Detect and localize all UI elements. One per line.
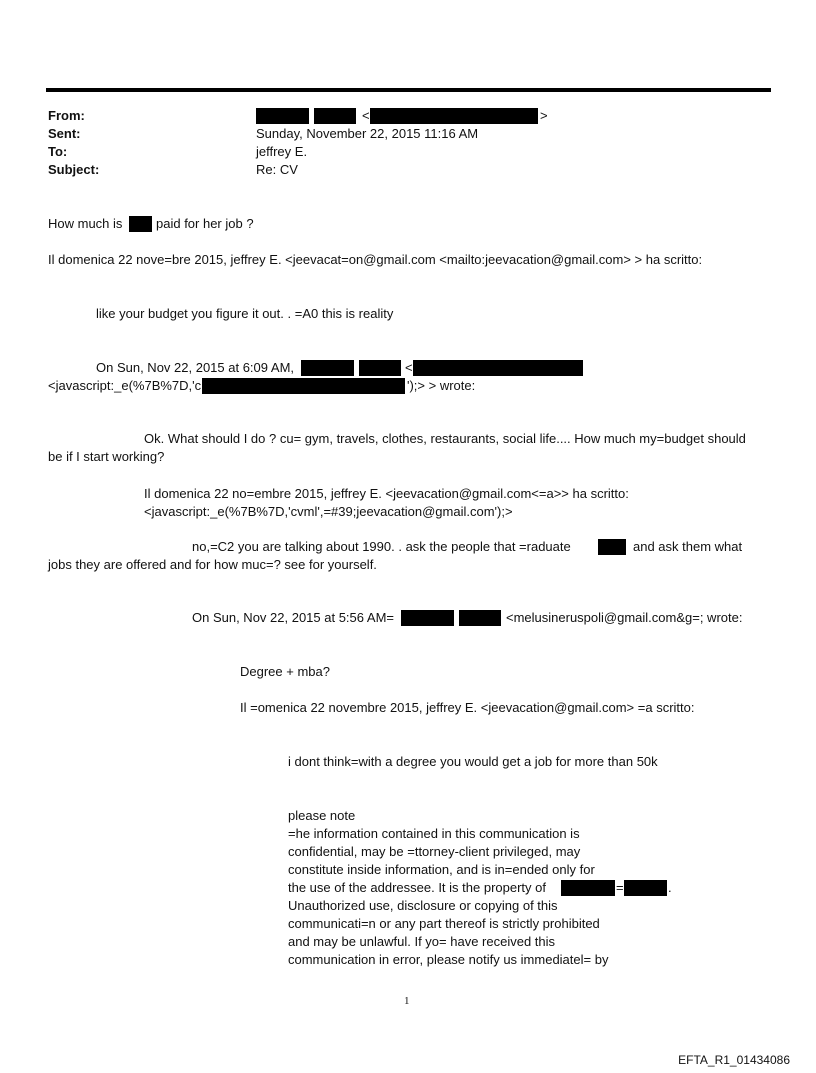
to-label: To: (48, 144, 68, 159)
header-rule (46, 88, 771, 92)
note-eq: = (616, 880, 624, 895)
body-line: Ok. What should I do ? cu= gym, travels, clothes, restaurants, social life.... How much my=budget should (144, 431, 746, 446)
note-dot: . (668, 880, 672, 895)
redaction-block (370, 108, 538, 124)
redaction-block (624, 880, 667, 896)
redaction-block (401, 610, 454, 626)
page-number: 1 (404, 995, 410, 1007)
note-line: constitute inside information, and is in=ended only for (288, 862, 595, 877)
body-line: How much is (48, 216, 123, 231)
from-lt: < (362, 108, 370, 123)
redaction-block (256, 108, 309, 124)
redaction-block (301, 360, 354, 376)
body-line: i dont think=with a degree you would get a job for more than 50k (288, 754, 658, 769)
body-line: On Sun, Nov 22, 2015 at 5:56 AM= (192, 610, 394, 625)
redaction-block (413, 360, 583, 376)
note-line: communication in error, please notify us immediatel= by (288, 952, 609, 967)
note-line: and may be unlawful. If yo= have received this (288, 934, 556, 949)
from-gt: > (540, 108, 548, 123)
redaction-block (561, 880, 615, 896)
subject-value: Re: CV (256, 162, 298, 177)
document-id: EFTA_R1_01434086 (678, 1053, 790, 1067)
body-line: paid for her job ? (156, 216, 254, 231)
sent-value: Sunday, November 22, 2015 11:16 AM (256, 126, 479, 141)
redaction-block (314, 108, 356, 124)
body-line: like your budget you figure it out. . =A0 this is reality (96, 306, 394, 321)
to-value: jeffrey E. (256, 144, 308, 159)
body-line: jobs they are offered and for how muc=? see for yourself. (48, 557, 377, 572)
body-line: Il domenica 22 no=embre 2015, jeffrey E. <jeevacation@gmail.com<=a>> ha scritto: (144, 486, 629, 501)
body-line: <melusineruspoli@gmail.com&g=; wrote: (506, 610, 743, 625)
from-label: From: (48, 108, 85, 123)
body-line: <javascript:_e(%7B%7D,'cvml',=#39;jeevacation@gmail.com');> (144, 504, 513, 519)
body-line: no,=C2 you are talking about 1990. . ask the people that =raduate (192, 539, 571, 554)
body-line: Degree + mba? (240, 664, 330, 679)
redaction-block (359, 360, 401, 376)
note-line: confidential, may be =ttorney-client privileged, may (288, 844, 581, 859)
body-line: On Sun, Nov 22, 2015 at 6:09 AM, (96, 360, 295, 375)
note-line: please note (288, 808, 356, 823)
note-line: the use of the addressee. It is the property of (288, 880, 546, 895)
redaction-block (202, 378, 405, 394)
body-line: ');> > wrote: (407, 378, 476, 393)
note-line: communicati=n or any part thereof is strictly prohibited (288, 916, 600, 931)
body-line: and ask them what (633, 539, 743, 554)
note-line: Unauthorized use, disclosure or copying of this (288, 898, 558, 913)
body-line: <javascript:_e(%7B%7D,'c (48, 378, 202, 393)
redaction-block (129, 216, 152, 232)
redaction-block (598, 539, 626, 555)
body-line: be if I start working? (48, 449, 165, 464)
body-line: Il domenica 22 nove=bre 2015, jeffrey E. <jeevacat=on@gmail.com <mailto:jeevacation@gmail.com> > ha scritto: (48, 252, 703, 267)
redaction-block (459, 610, 501, 626)
body-line: Il =omenica 22 novembre 2015, jeffrey E. <jeevacation@gmail.com> =a scritto: (240, 700, 695, 715)
subject-label: Subject: (48, 162, 100, 177)
note-line: =he information contained in this communication is (288, 826, 580, 841)
sent-label: Sent: (48, 126, 81, 141)
body-line: < (405, 360, 413, 375)
